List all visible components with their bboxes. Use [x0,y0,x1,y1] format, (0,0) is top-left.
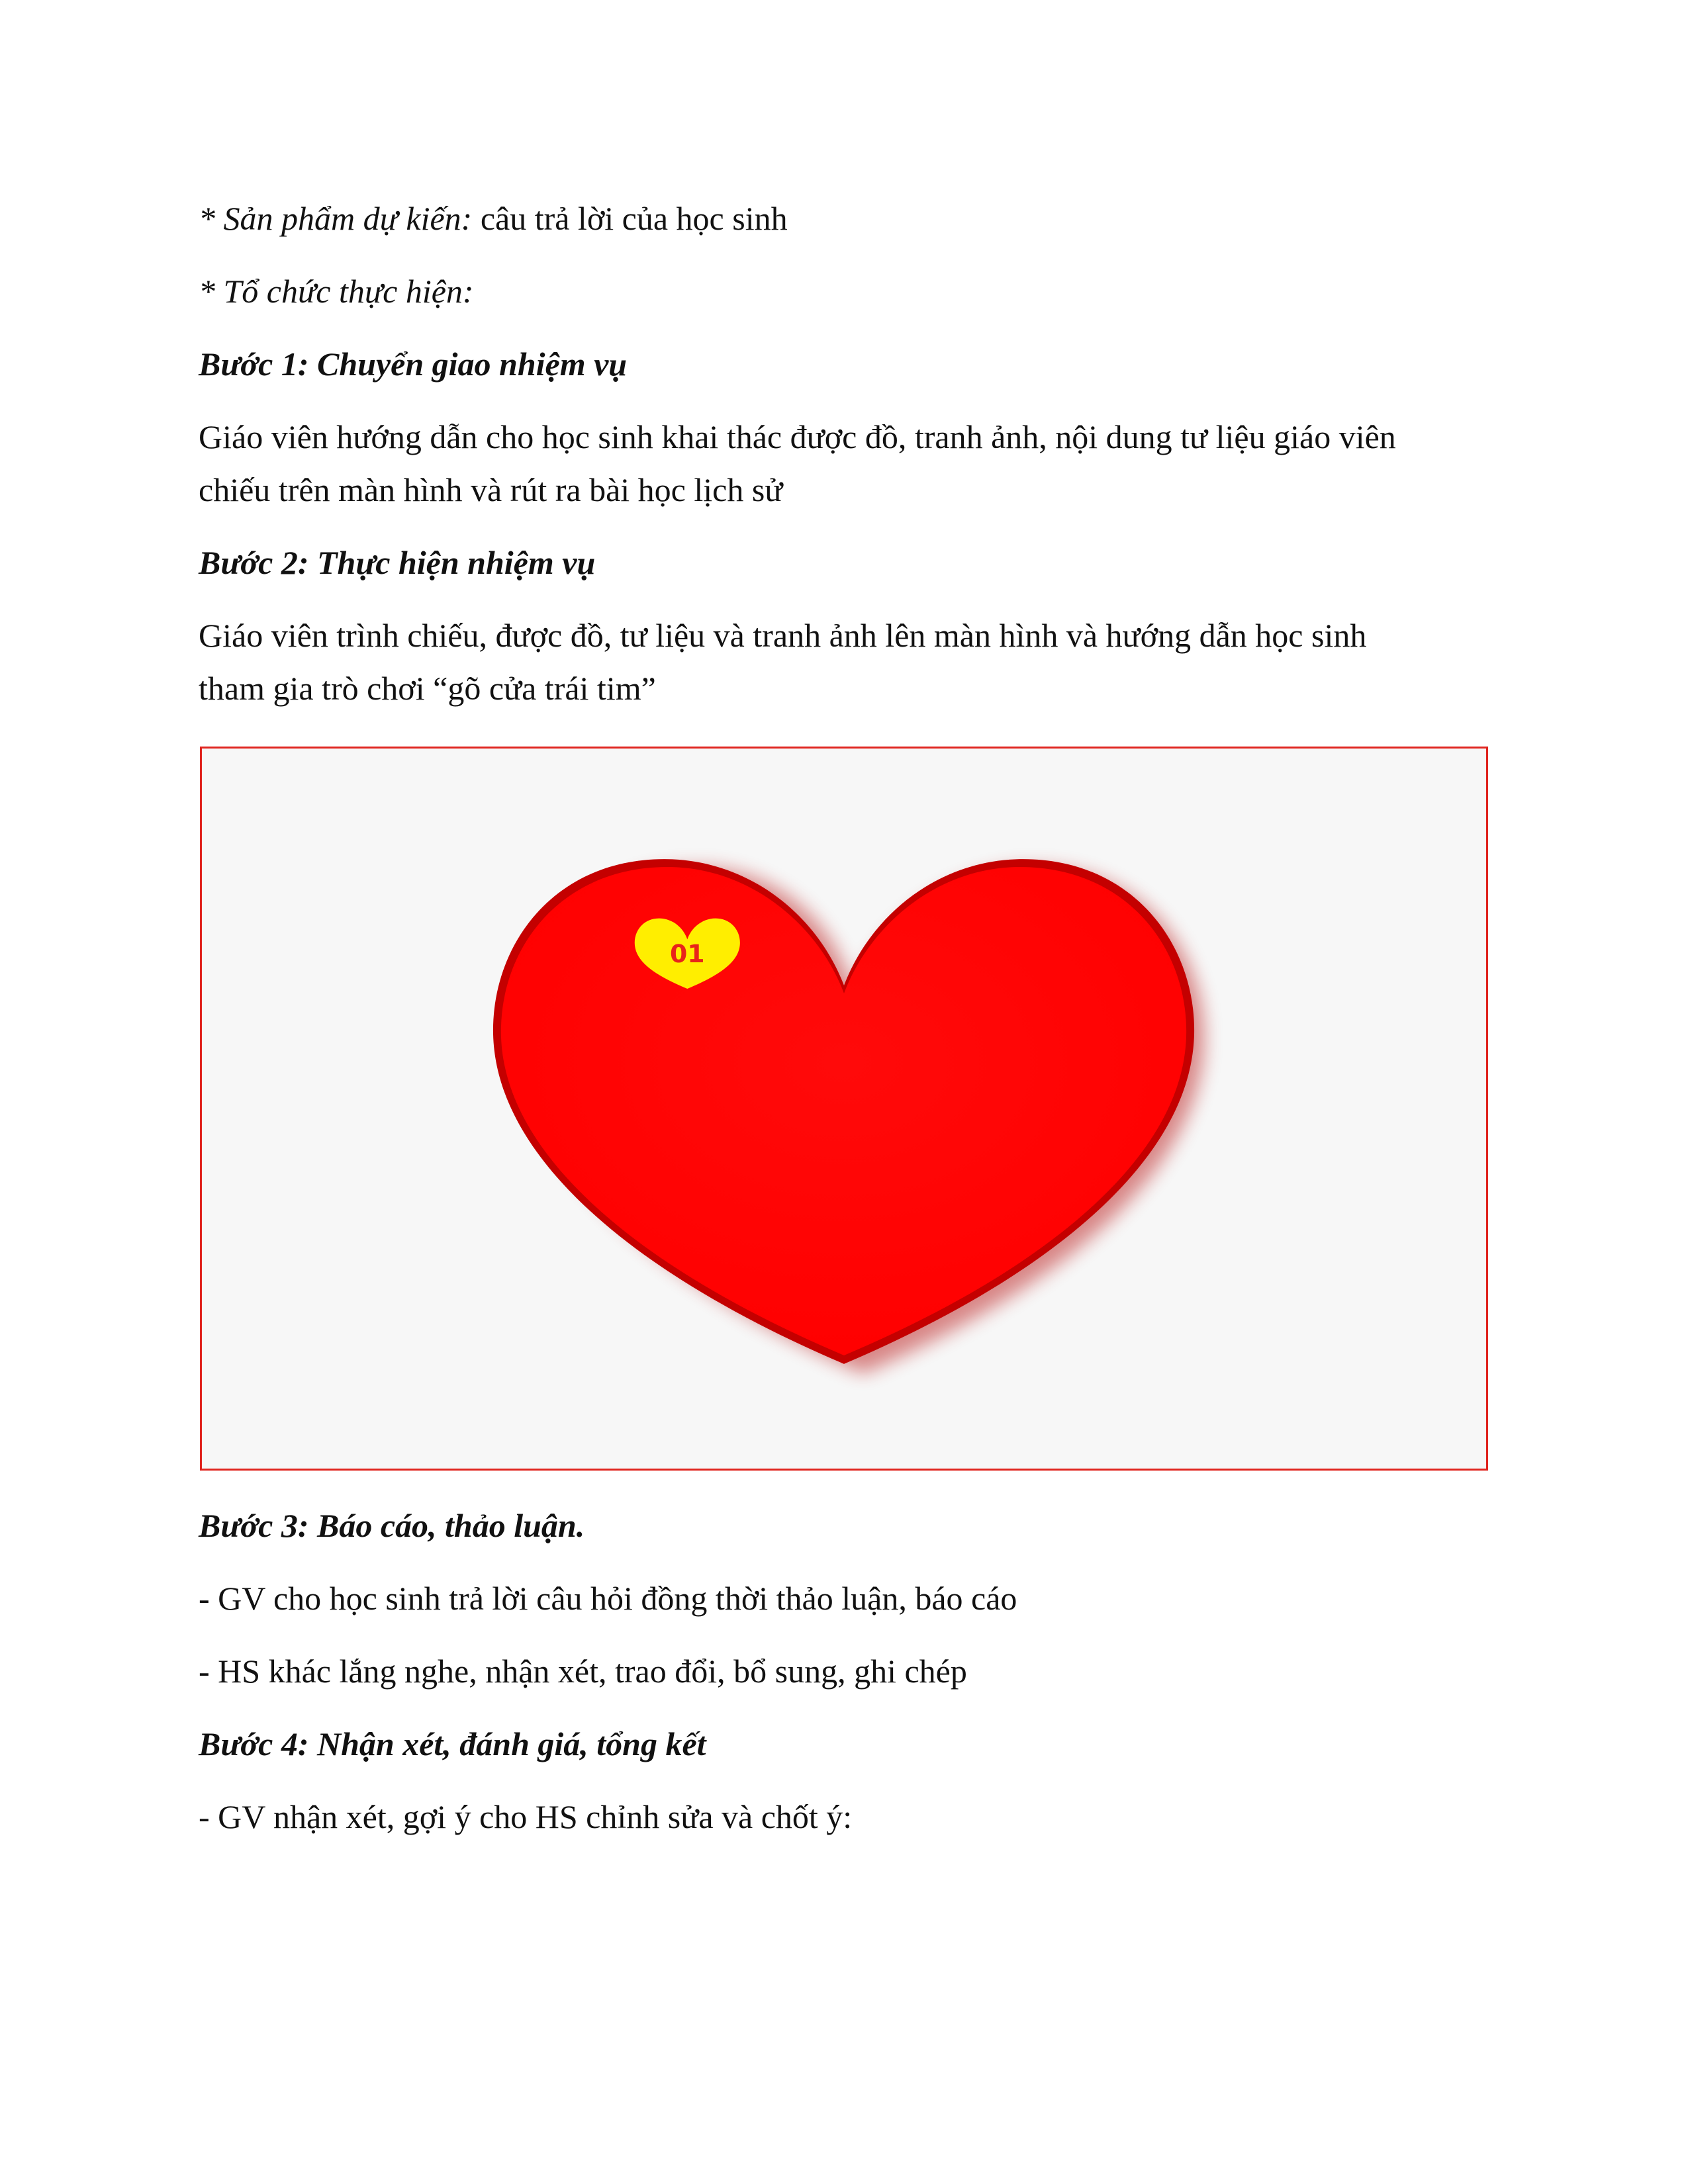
step-2-paragraph-line-1: Giáo viên trình chiếu, được đồ, tư liệu và tranh ảnh lên màn hình và hướng dẫn học sinh [199,617,1367,654]
organization-label: * Tổ chức thực hiện: [199,273,474,310]
expected-product-text: câu trả lời của học sinh [472,200,788,237]
step-3-bullet-2: - HS khác lắng nghe, nhận xét, trao đổi, bổ sung, ghi chép [199,1653,967,1690]
expected-product-line [199,192,788,245]
badge-number: 01 [670,939,705,969]
heart-game-figure [200,747,1488,1471]
heart-illustration [202,749,1486,1469]
step-3-heading: Bước 3: Báo cáo, thảo luận. [199,1507,585,1544]
step-4-heading: Bước 4: Nhận xét, đánh giá, tổng kết [199,1725,706,1762]
step-1-paragraph-line-2: chiếu trên màn hình và rút ra bài học lịch sử [199,471,783,508]
expected-product-label: * Sản phẩm dự kiến: [199,200,473,237]
step-4-bullet-1: - GV nhận xét, gợi ý cho HS chỉnh sửa và chốt ý: [199,1798,853,1835]
step-1-heading: Bước 1: Chuyển giao nhiệm vụ [199,345,628,383]
step-3-bullet-1: - GV cho học sinh trả lời câu hỏi đồng thời thảo luận, báo cáo [199,1580,1017,1617]
step-2-paragraph-line-2: tham gia trò chơi “gõ cửa trái tim” [199,670,656,707]
heart-shape [501,867,1186,1355]
step-2-heading: Bước 2: Thực hiện nhiệm vụ [199,544,596,581]
document-page [199,0,1489,2184]
step-1-paragraph-line-1: Giáo viên hướng dẫn cho học sinh khai thác được đồ, tranh ảnh, nội dung tư liệu giáo viên [199,418,1396,455]
